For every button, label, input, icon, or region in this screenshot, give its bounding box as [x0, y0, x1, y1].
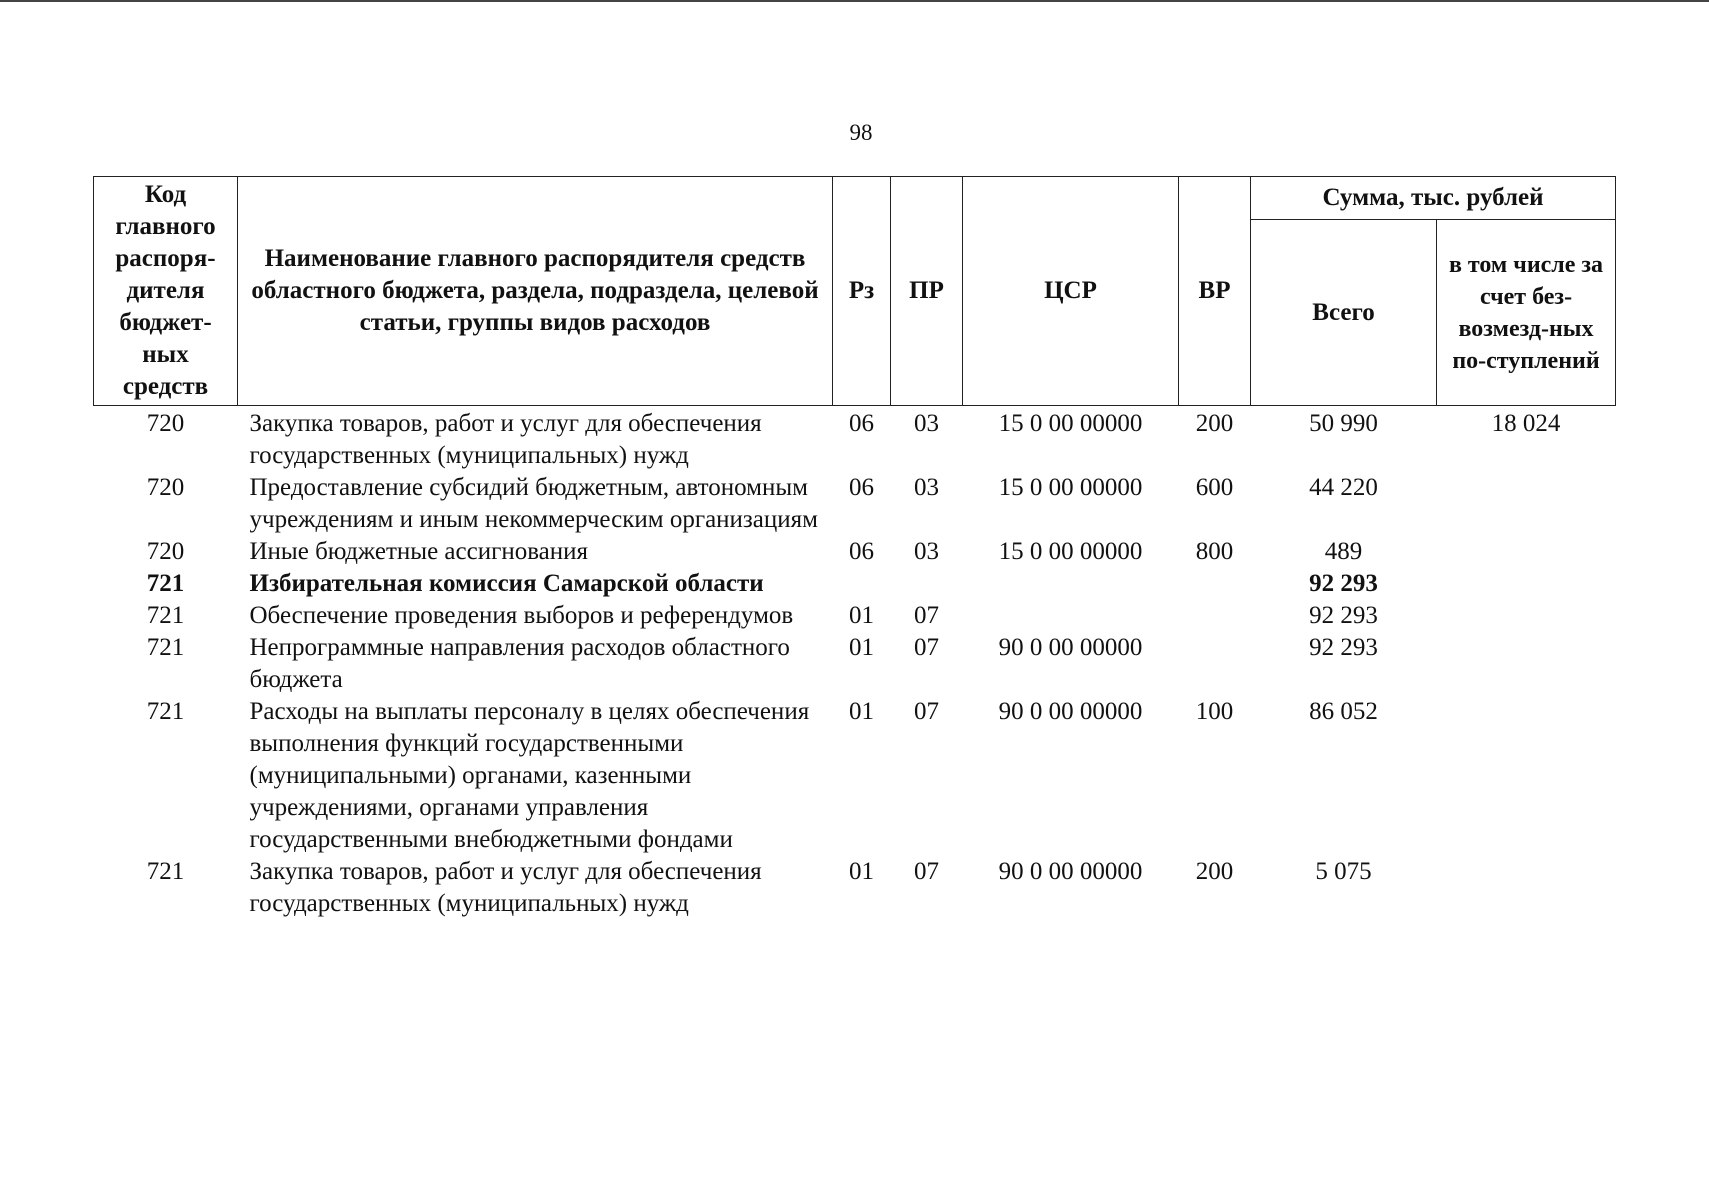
cell-code: 721: [146, 602, 185, 629]
cell-rz: 01: [849, 858, 874, 885]
cell-total: 44 220: [1309, 474, 1378, 501]
cell-csr: 90 0 00 00000: [998, 858, 1143, 885]
cell-total: 5 075: [1315, 858, 1372, 885]
cell-pr: 07: [914, 602, 939, 629]
cell-pr: 07: [914, 634, 939, 661]
cell-grant: [1437, 632, 1616, 696]
cell-pr: 03: [914, 474, 939, 501]
cell-grant: [1437, 600, 1616, 632]
header-pr: ПР: [891, 177, 963, 406]
cell-total: 92 293: [1309, 634, 1378, 661]
cell-csr: 15 0 00 00000: [998, 410, 1143, 437]
cell-total: 86 052: [1309, 698, 1378, 725]
table-body: [94, 406, 1616, 921]
table-row: [94, 600, 1616, 632]
cell-csr: 90 0 00 00000: [998, 634, 1143, 661]
cell-vr: 800: [1195, 538, 1234, 565]
cell-code: 721: [146, 698, 185, 725]
cell-vr: [1179, 600, 1251, 632]
header-name: Наименование главного распорядителя средств областного бюджета, раздела, подраздела, целевой статьи, группы видов расходов: [238, 177, 833, 406]
header-sum: Сумма, тыс. рублей: [1251, 177, 1616, 220]
cell-code: 720: [146, 538, 185, 565]
cell-name: Иные бюджетные ассигнования: [249, 538, 589, 565]
cell-grant: [1437, 568, 1616, 600]
cell-csr: 90 0 00 00000: [998, 698, 1143, 725]
header-rz: Рз: [833, 177, 891, 406]
cell-pr: 07: [914, 858, 939, 885]
cell-csr: [963, 600, 1179, 632]
cell-grant: [1437, 536, 1616, 568]
table-row: [94, 406, 1616, 473]
cell-pr: 07: [914, 698, 939, 725]
header-vr: ВР: [1179, 177, 1251, 406]
cell-name: Расходы на выплаты персоналу в целях обеспечения выполнения функций государственными (муниципальными) органами, казенными учреждениями, органами управления государственными внебюджетными фондами: [249, 698, 810, 853]
table-row: [94, 568, 1616, 600]
cell-csr: 15 0 00 00000: [998, 538, 1143, 565]
cell-grant: [1437, 472, 1616, 536]
cell-pr: 03: [914, 538, 939, 565]
cell-name: Непрограммные направления расходов областного бюджета: [249, 634, 790, 693]
cell-code: 720: [146, 474, 185, 501]
table-row: [94, 856, 1616, 920]
cell-csr: 15 0 00 00000: [998, 474, 1143, 501]
cell-total: 489: [1324, 538, 1363, 565]
header-code: Код главного распоря-дителя бюджет-ных средств: [94, 177, 238, 406]
cell-name: Закупка товаров, работ и услуг для обеспечения государственных (муниципальных) нужд: [249, 410, 762, 469]
cell-rz: 06: [849, 410, 874, 437]
cell-name: Предоставление субсидий бюджетным, автономным учреждениям и иным некоммерческим организациям: [249, 474, 818, 533]
cell-rz: 01: [849, 634, 874, 661]
cell-pr: 03: [914, 410, 939, 437]
cell-rz: 06: [849, 474, 874, 501]
cell-vr: [1179, 632, 1251, 696]
cell-vr: 200: [1195, 858, 1234, 885]
cell-code: 721: [146, 634, 185, 661]
cell-total: 50 990: [1309, 410, 1378, 437]
table-row: [94, 472, 1616, 536]
page-number: 98: [849, 120, 873, 145]
cell-grant: [1437, 856, 1616, 920]
cell-total: 92 293: [1309, 570, 1378, 597]
cell-code: 720: [146, 410, 185, 437]
cell-total: 92 293: [1309, 602, 1378, 629]
table-row: [94, 632, 1616, 696]
table-row: [94, 696, 1616, 856]
cell-name: Закупка товаров, работ и услуг для обеспечения государственных (муниципальных) нужд: [249, 858, 762, 917]
cell-rz: 01: [849, 698, 874, 725]
header-total: Всего: [1251, 220, 1437, 406]
cell-csr: [963, 568, 1179, 600]
header-csr: ЦСР: [963, 177, 1179, 406]
cell-pr: [891, 568, 963, 600]
cell-vr: 100: [1195, 698, 1234, 725]
cell-rz: [833, 568, 891, 600]
top-rule: [0, 0, 1709, 2]
cell-name: Обеспечение проведения выборов и референдумов: [249, 602, 794, 629]
budget-table: [93, 176, 1616, 920]
cell-vr: 600: [1195, 474, 1234, 501]
table-row: [94, 536, 1616, 568]
cell-code: 721: [146, 858, 185, 885]
cell-code: 721: [146, 570, 185, 597]
cell-grant: [1437, 696, 1616, 856]
cell-grant: 18 024: [1491, 410, 1561, 437]
table-header: [94, 177, 1616, 406]
cell-vr: 200: [1195, 410, 1234, 437]
cell-name: Избирательная комиссия Самарской области: [249, 570, 764, 597]
header-grant: в том числе за счет без-возмезд-ных по-ступлений: [1437, 220, 1616, 406]
cell-rz: 01: [849, 602, 874, 629]
cell-vr: [1179, 568, 1251, 600]
cell-rz: 06: [849, 538, 874, 565]
